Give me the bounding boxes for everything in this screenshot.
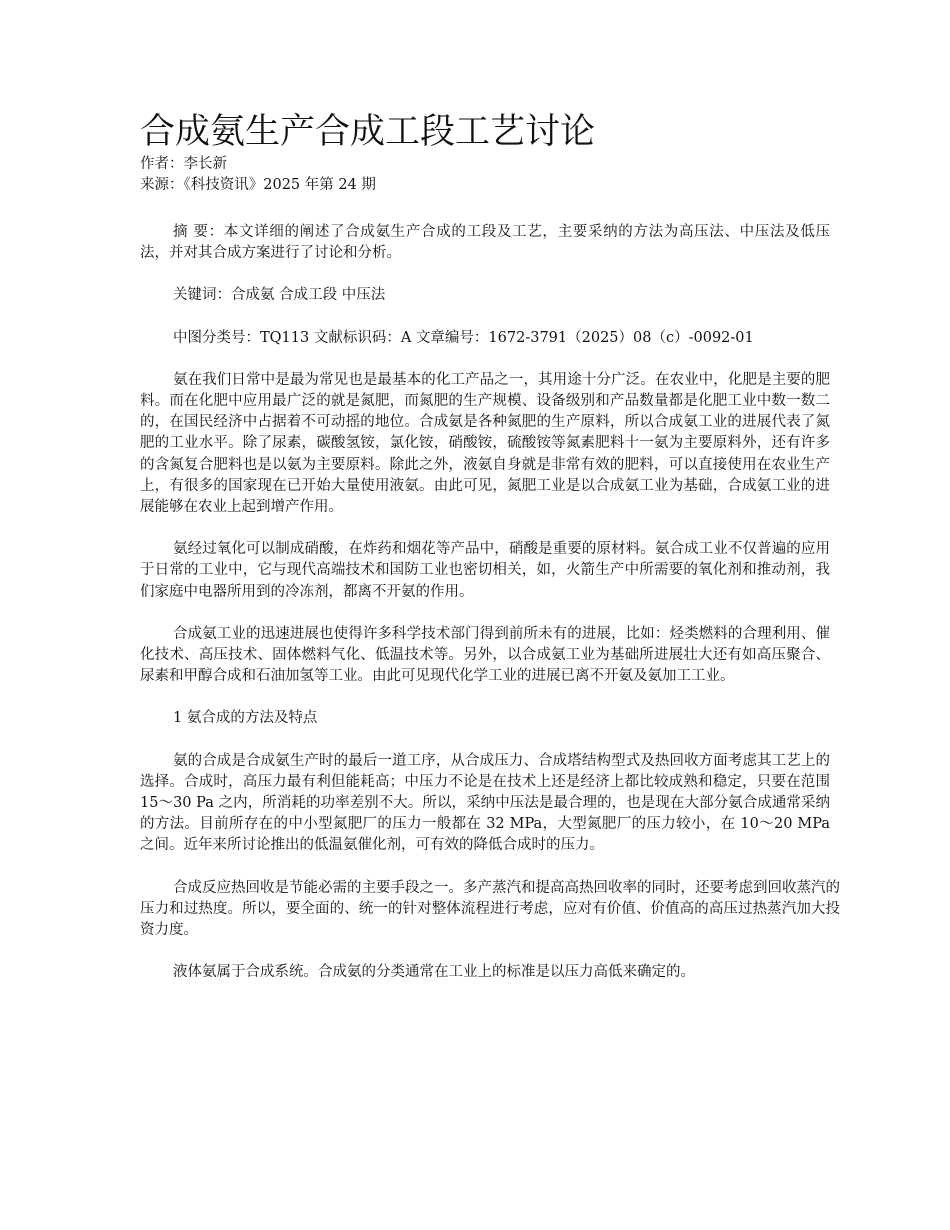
classification-line: 中图分类号：TQ113 文献标识码：A 文章编号：1672-3791（2025）08（c）-0092-01 (173, 329, 754, 346)
body-paragraph: 合成反应热回收是节能必需的主要手段之一。多产蒸汽和提高高热回收率的同时，还要考虑到回收蒸汽的压力和过热度。所以，要全面的、统一的针对整体流程进行考虑，应对有价值、价值高的高压过热蒸汽加大投资力度。 (140, 879, 840, 939)
author-line: 作者：李长新 (140, 156, 227, 172)
article-title: 合成氨生产合成工段工艺讨论 (140, 112, 596, 152)
body-paragraph: 氨的合成是合成氨生产时的最后一道工序，从合成压力、合成塔结构型式及热回收方面考虑其工艺上的选择。合成时，高压力最有利但能耗高；中压力不论是在技术上还是经济上都比较成熟和稳定，只要在范围 15～30 Pa 之内，所消耗的功率差别不大。所以，采纳中压法是最合理的，也是现在大部分氨合成通常采纳的方法。目前所存在的中小型氮肥厂的压力一般都在 32 MPa，大型氮肥厂的压力较小，在 10～20 MPa 之间。近年来所讨论推出的低温氨催化剂，可有效的降低合成时的压力。 (140, 752, 830, 854)
body-paragraph: 氨经过氧化可以制成硝酸，在炸药和烟花等产品中，硝酸是重要的原材料。氨合成工业不仅普遍的应用于日常的工业中，它与现代高端技术和国防工业也密切相关，如，火箭生产中所需要的氧化剂和推动剂，我们家庭中电器所用到的冷冻剂，都离不开氨的作用。 (140, 541, 830, 600)
source-line: 来源：《科技资讯》2025 年第 24 期 (140, 177, 376, 193)
body-paragraph: 氨在我们日常中是最为常见也是最基本的化工产品之一，其用途十分广泛。在农业中，化肥是主要的肥料。而在化肥中应用最广泛的就是氮肥，而氮肥的生产规模、设备级别和产品数量都是化肥工业中数一数二的，在国民经济中占据着不可动摇的地位。合成氨是各种氮肥的生产原料，所以合成氨工业的进展代表了氮肥的工业水平。除了尿素，碳酸氢铵，氯化铵，硝酸铵，硫酸铵等氮素肥料十一氨为主要原料外，还有许多的含氮复合肥料也是以氨为主要原料。除此之外，液氨自身就是非常有效的肥料，可以直接使用在农业生产上，有很多的国家现在已开始大量使用液氨。由此可见，氮肥工业是以合成氨工业为基础，合成氨工业的进展能够在农业上起到增产作用。 (140, 371, 830, 516)
body-paragraph: 合成氨工业的迅速进展也使得许多科学技术部门得到前所未有的进展，比如：烃类燃料的合理利用、催化技术、高压技术、固体燃料气化、低温技术等。另外，以合成氨工业为基础所进展壮大还有如高压聚合、尿素和甲醇合成和石油加氢等工业。由此可见现代化学工业的进展已离不开氨及氨加工工业。 (140, 625, 830, 685)
article (140, 112, 840, 983)
section-heading: 1 氨合成的方法及特点 (173, 710, 318, 727)
abstract: 摘 要：本文详细的阐述了合成氨生产合成的工段及工艺，主要采纳的方法为高压法、中压法及低压法，并对其合成方案进行了讨论和分析。 (140, 224, 830, 262)
keywords: 关键词：合成氨 合成工段 中压法 (173, 287, 386, 304)
body-paragraph: 液体氨属于合成系统。合成氨的分类通常在工业上的标准是以压力高低来确定的。 (173, 964, 695, 981)
